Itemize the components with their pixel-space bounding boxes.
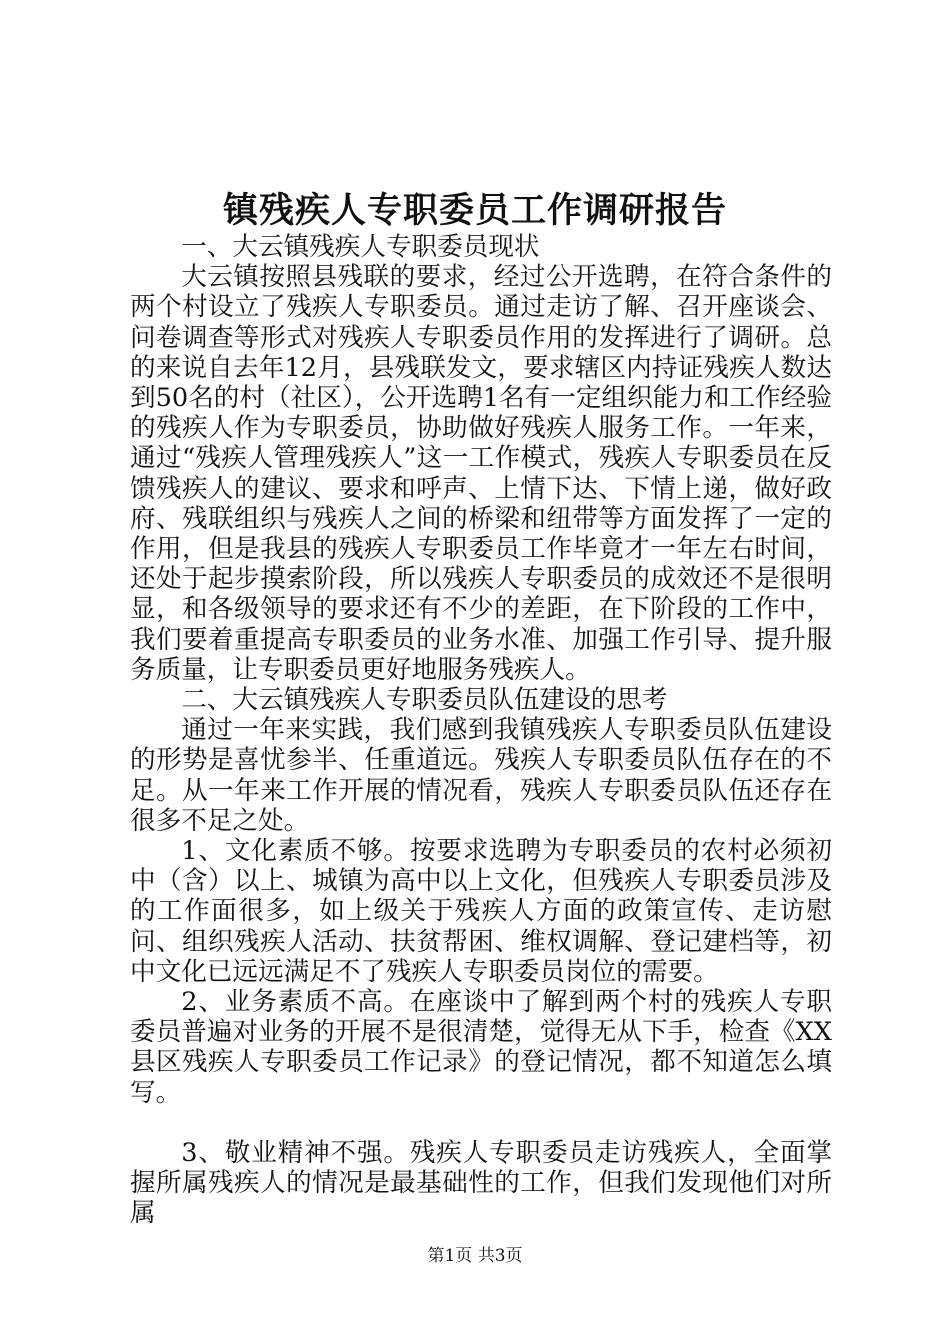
section-heading-2: 二、大云镇残疾人专职委员队伍建设的思考: [181, 685, 668, 716]
document-body: [130, 232, 832, 1229]
body-paragraph: 3、敬业精神不强。残疾人专职委员走访残疾人，全面掌握所属残疾人的情况是最基础性的工作，但我们发现他们对所属: [130, 1137, 832, 1229]
body-paragraph: 大云镇按照县残联的要求，经过公开选聘，在符合条件的两个村设立了残疾人专职委员。通过走访了解、召开座谈会、问卷调查等形式对残疾人专职委员作用的发挥进行了调研。总的来说自去年12月，县残联发文，要求辖区内持证残疾人数达到50名的村（社区），公开选聘1名有一定组织能力和工作经验的残疾人作为专职委员，协助做好残疾人服务工作。一年来，通过“残疾人管理残疾人”这一工作模式，残疾人专职委员在反馈残疾人的建议、要求和呼声、上情下达、下情上递，做好政府、残联组织与残疾人之间的桥梁和纽带等方面发挥了一定的作用，但是我县的残疾人专职委员工作毕竟才一年左右时间，还处于起步摸索阶段，所以残疾人专职委员的成效还不是很明显，和各级领导的要求还有不少的差距，在下阶段的工作中，我们要着重提高专职委员的业务水准、加强工作引导、提升服务质量，让专职委员更好地服务残疾人。: [130, 262, 832, 685]
body-paragraph: 1、文化素质不够。按要求选聘为专职委员的农村必须初中（含）以上、城镇为高中以上文化，但残疾人专职委员涉及的工作面很多，如上级关于残疾人方面的政策宣传、走访慰问、组织残疾人活动、扶贫帮困、维权调解、登记建档等，初中文化已远远满足不了残疾人专职委员岗位的需要。: [130, 836, 832, 987]
section-heading-1: 一、大云镇残疾人专职委员现状: [181, 232, 540, 262]
body-paragraph: 2、业务素质不高。在座谈中了解到两个村的残疾人专职委员普遍对业务的开展不是很清楚，觉得无从下手，检查《XX县区残疾人专职委员工作记录》的登记情况，都不知道怎么填写。: [130, 987, 832, 1108]
body-paragraph: 通过一年来实践，我们感到我镇残疾人专职委员队伍建设的形势是喜忧参半、任重道远。残疾人专职委员队伍存在的不足。从一年来工作开展的情况看，残疾人专职委员队伍还存在很多不足之处。: [130, 715, 832, 836]
page-number-footer: 第1页 共3页: [427, 1246, 523, 1266]
document-title: 镇残疾人专职委员工作调研报告: [222, 190, 727, 231]
